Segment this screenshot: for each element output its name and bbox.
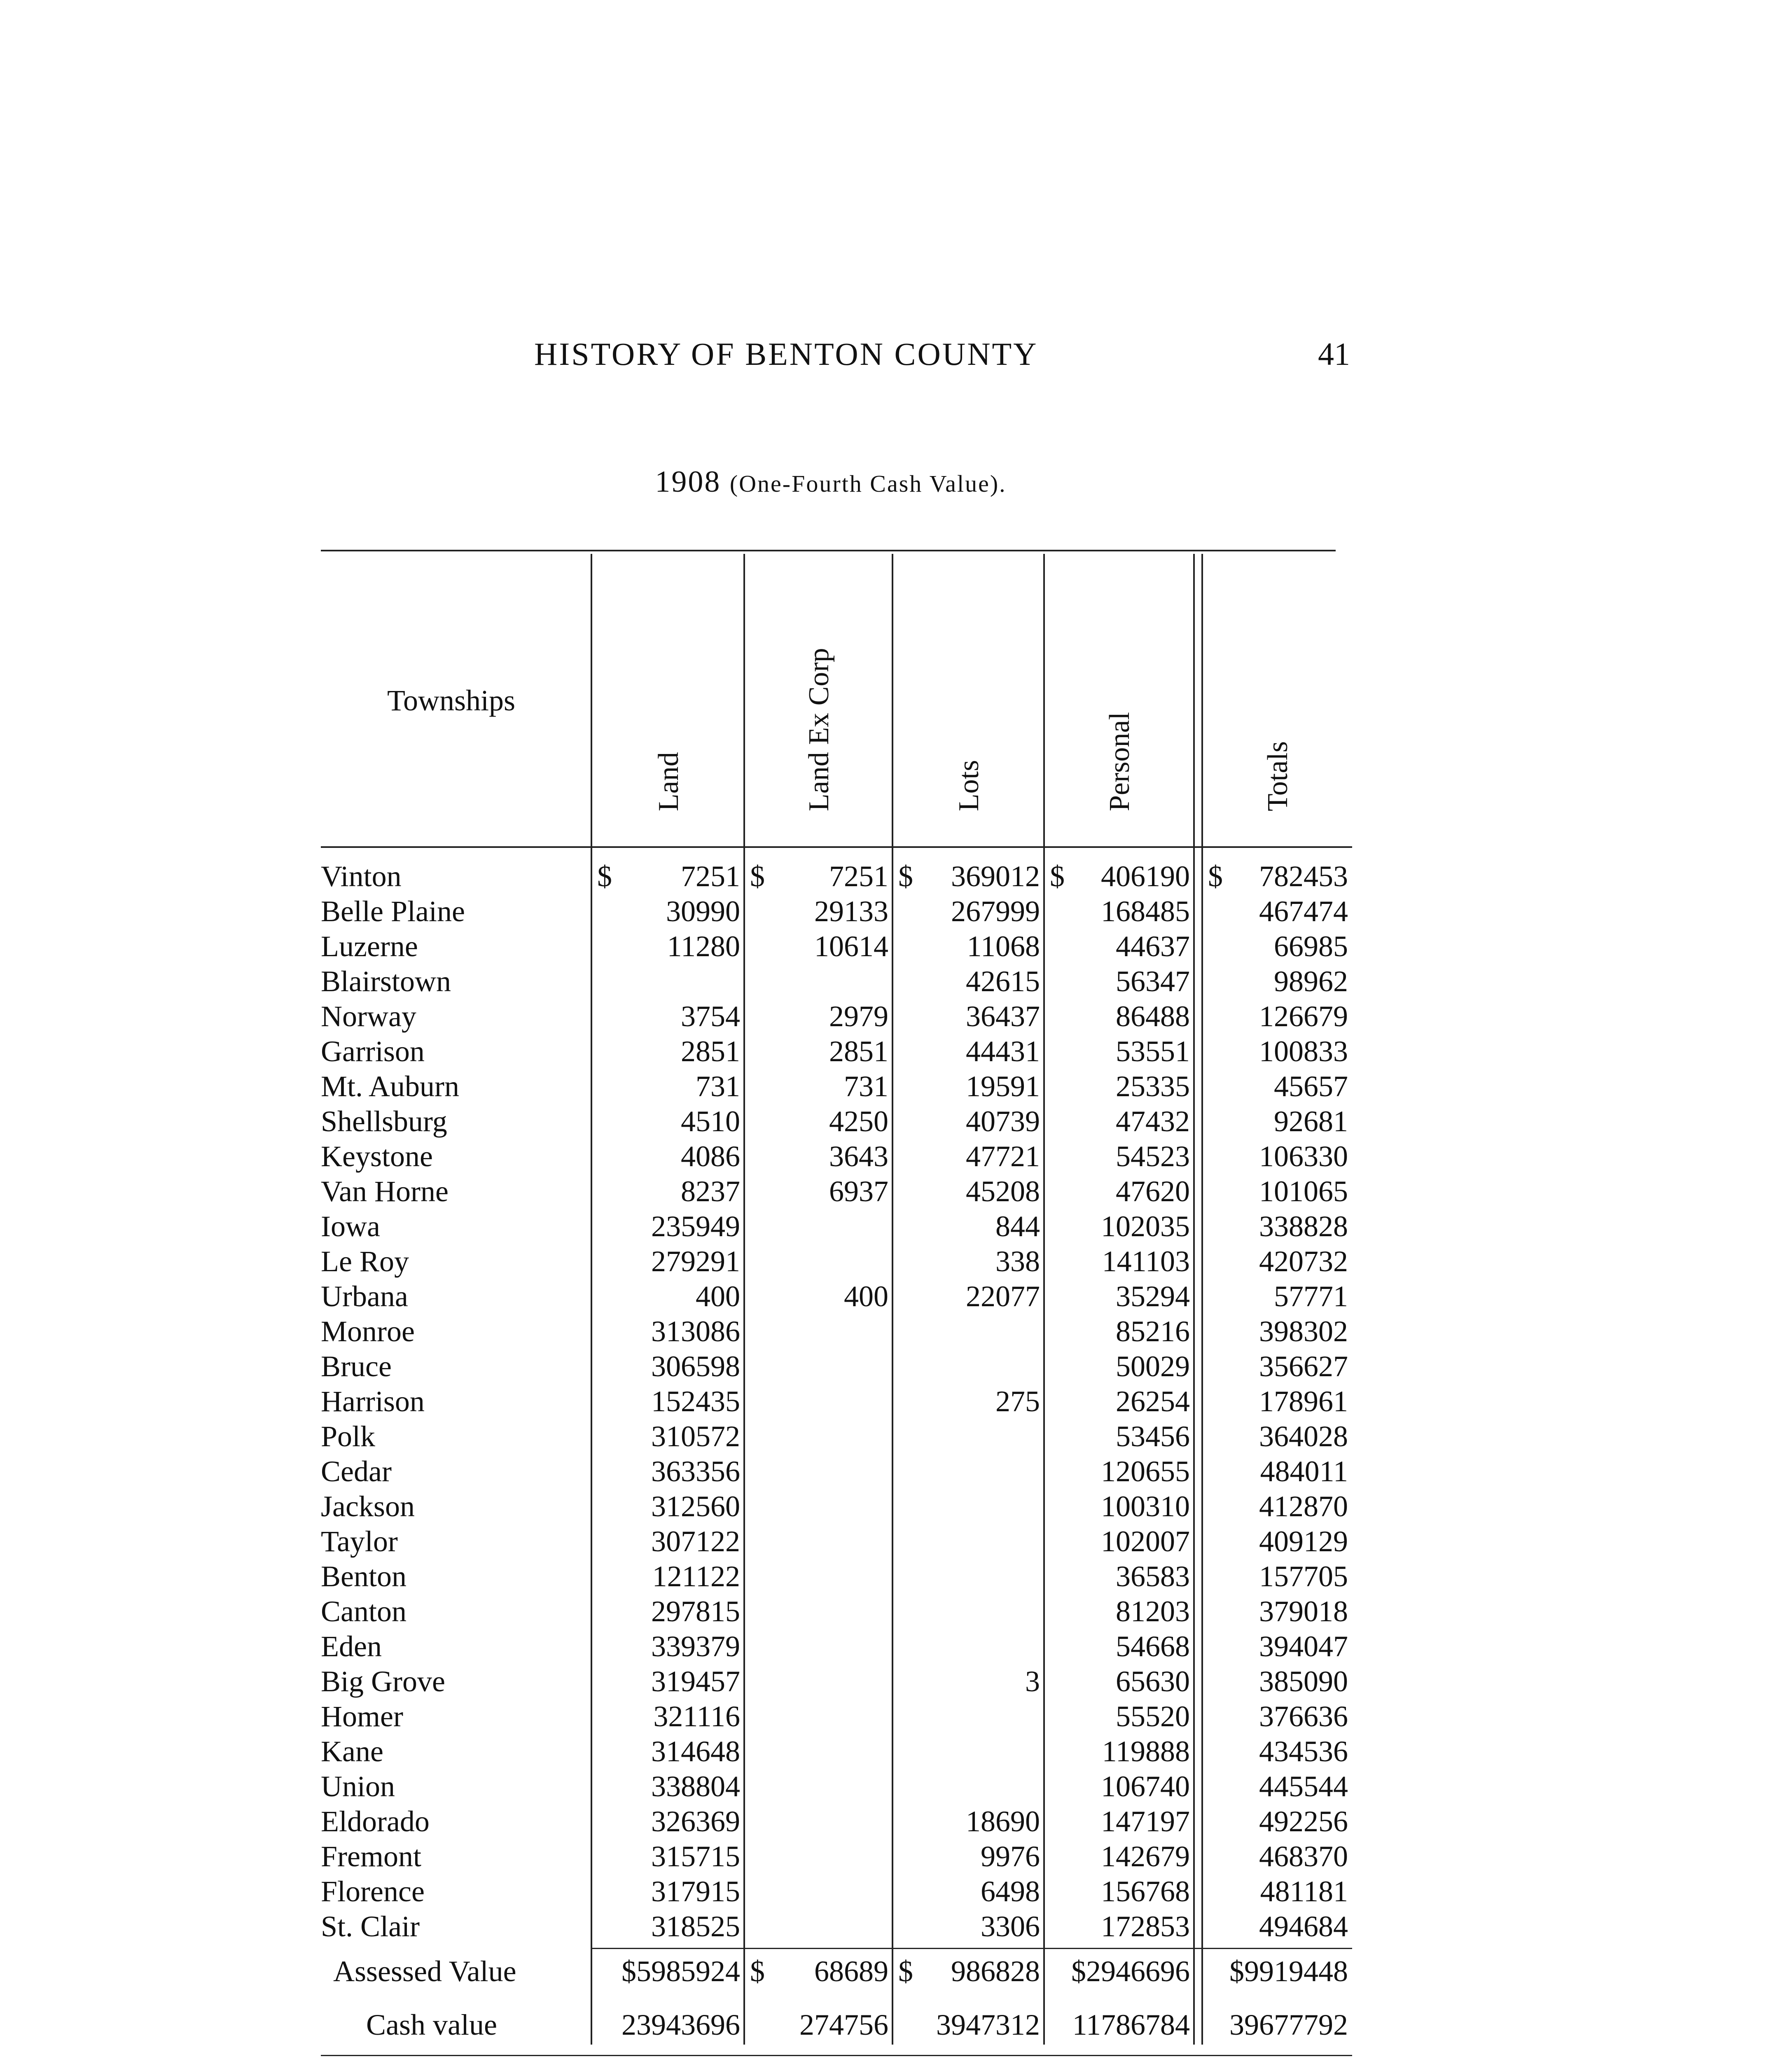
cell-personal: 54668 [1116, 1630, 1190, 1663]
cell-lots [892, 1954, 1044, 1989]
table-row [321, 1279, 1352, 1314]
cell-totals: 57771 [1274, 1280, 1348, 1313]
township-name: Eldorado [321, 1805, 430, 1838]
cell-lots: 42615 [966, 965, 1040, 998]
cell-lots: 275 [995, 1385, 1040, 1418]
cell-totals: 356627 [1259, 1350, 1348, 1383]
cell-totals: 101065 [1259, 1175, 1348, 1208]
township-name: St. Clair [321, 1910, 420, 1943]
cell-lots [892, 859, 1044, 894]
cell-land [591, 964, 744, 999]
cell-lots: 3947312 [936, 2008, 1040, 2041]
table-row [321, 1629, 1352, 1664]
cell-lots [892, 1699, 1044, 1734]
cell-totals: 92681 [1274, 1105, 1348, 1138]
cell-land-ex-corp [744, 1594, 892, 1629]
cell-land: 363356 [651, 1455, 740, 1488]
cell-land-ex-corp [744, 964, 892, 999]
cell-land-ex-corp [744, 1314, 892, 1349]
header-rule [321, 846, 1352, 848]
cell-lots [892, 1349, 1044, 1384]
cell-value: 782453 [1259, 860, 1348, 893]
township-name: Van Horne [321, 1175, 449, 1208]
cell-totals: 412870 [1259, 1490, 1348, 1523]
cell-personal: 44637 [1116, 930, 1190, 963]
column-header-totals: Totals [1262, 741, 1294, 811]
cell-totals: 178961 [1259, 1385, 1348, 1418]
table-row [321, 1349, 1352, 1384]
table-row [321, 1419, 1352, 1454]
table-row [321, 1244, 1352, 1279]
cell-lots [892, 1769, 1044, 1804]
table-row [321, 1209, 1352, 1244]
column-header-personal: Personal [1104, 712, 1135, 811]
cell-lots: 19591 [966, 1070, 1040, 1103]
table-row [321, 1734, 1352, 1769]
cell-totals: 106330 [1259, 1140, 1348, 1173]
cell-land-ex-corp: 29133 [814, 895, 888, 928]
cell-land: 235949 [651, 1210, 740, 1243]
cell-totals: 379018 [1259, 1595, 1348, 1628]
cell-lots: 3306 [981, 1910, 1040, 1943]
cell-lots: 45208 [966, 1175, 1040, 1208]
cell-land-ex-corp [744, 1734, 892, 1769]
cell-land-ex-corp [744, 1559, 892, 1594]
cell-lots [892, 1419, 1044, 1454]
cell-land: 312560 [651, 1490, 740, 1523]
township-name: Taylor [321, 1525, 398, 1558]
cell-totals: 494684 [1259, 1910, 1348, 1943]
cell-land: 731 [696, 1070, 740, 1103]
table-title-caption: (One-Fourth Cash Value). [729, 470, 1007, 497]
cell-totals: 45657 [1274, 1070, 1348, 1103]
table-row [321, 1314, 1352, 1349]
cell-land: 319457 [651, 1665, 740, 1698]
table-row [321, 1664, 1352, 1699]
cell-personal: 85216 [1116, 1315, 1190, 1348]
cell-totals: 394047 [1259, 1630, 1348, 1663]
cell-totals: 484011 [1260, 1455, 1348, 1488]
running-head: HISTORY OF BENTON COUNTY [534, 336, 1038, 372]
cell-land: 317915 [651, 1875, 740, 1908]
cell-land-ex-corp [744, 1419, 892, 1454]
table-row [321, 894, 1352, 929]
cell-land-ex-corp [744, 1839, 892, 1874]
cell-land: 318525 [651, 1910, 740, 1943]
cell-land: 297815 [651, 1595, 740, 1628]
cell-totals: 39677792 [1229, 2008, 1348, 2041]
cell-land: 314648 [651, 1735, 740, 1768]
cell-personal: 102035 [1101, 1210, 1190, 1243]
cell-personal: 47432 [1116, 1105, 1190, 1138]
cell-land: 23943696 [621, 2008, 740, 2041]
cell-land-ex-corp: 274756 [799, 2008, 888, 2041]
cell-land-ex-corp: 4250 [829, 1105, 888, 1138]
cell-land: 152435 [651, 1385, 740, 1418]
township-name: Vinton [321, 860, 402, 893]
cell-personal: 25335 [1116, 1070, 1190, 1103]
cell-land-ex-corp [744, 1804, 892, 1839]
cell-land-ex-corp [744, 1209, 892, 1244]
cell-personal: 56347 [1116, 965, 1190, 998]
currency-sign: $ [898, 1955, 913, 1988]
cell-totals: 126679 [1259, 1000, 1348, 1033]
township-name: Monroe [321, 1315, 415, 1348]
cell-totals: 492256 [1259, 1805, 1348, 1838]
cell-land: 339379 [651, 1630, 740, 1663]
cell-totals: 420732 [1259, 1245, 1348, 1278]
cell-lots: 3 [1025, 1665, 1040, 1698]
table-row [321, 1874, 1352, 1909]
cell-land-ex-corp [744, 1874, 892, 1909]
cell-personal: 106740 [1101, 1770, 1190, 1803]
cell-land: 321116 [653, 1700, 740, 1733]
cell-personal: 54523 [1116, 1140, 1190, 1173]
cell-land: 313086 [651, 1315, 740, 1348]
currency-sign: $ [750, 1955, 765, 1988]
cell-land: 315715 [651, 1840, 740, 1873]
table-row [321, 1104, 1352, 1139]
cell-totals: 398302 [1259, 1315, 1348, 1348]
cell-land-ex-corp [744, 1489, 892, 1524]
cell-personal: 50029 [1116, 1350, 1190, 1383]
table-row [321, 1384, 1352, 1419]
cell-lots: 36437 [966, 1000, 1040, 1033]
cell-lots [892, 1629, 1044, 1664]
column-header-land: Land [652, 752, 685, 811]
cell-totals: 467474 [1259, 895, 1348, 928]
currency-sign: $ [898, 860, 913, 893]
cell-totals: 434536 [1259, 1735, 1348, 1768]
cell-land-ex-corp: 3643 [829, 1140, 888, 1173]
cell-land-ex-corp: 2851 [829, 1035, 888, 1068]
page-number: 41 [1318, 336, 1350, 372]
cell-totals: 100833 [1259, 1035, 1348, 1068]
cell-value: 7251 [829, 860, 888, 893]
cell-land [591, 859, 744, 894]
cell-personal: 81203 [1116, 1595, 1190, 1628]
table-row [321, 1034, 1352, 1069]
cell-value: 68689 [814, 1955, 888, 1988]
township-name: Harrison [321, 1385, 425, 1418]
township-name: Cedar [321, 1455, 392, 1488]
township-name: Keystone [321, 1140, 433, 1173]
cell-totals: 157705 [1259, 1560, 1348, 1593]
cell-land-ex-corp [744, 1454, 892, 1489]
cell-personal: 172853 [1101, 1910, 1190, 1943]
cell-personal: 47620 [1116, 1175, 1190, 1208]
cell-land-ex-corp [744, 1954, 892, 1989]
assessed-value-row [321, 1954, 1352, 1989]
cell-personal: 102007 [1101, 1525, 1190, 1558]
cell-personal: 100310 [1101, 1490, 1190, 1523]
township-name: Urbana [321, 1280, 408, 1313]
cell-lots: 9976 [981, 1840, 1040, 1873]
cell-personal: 35294 [1116, 1280, 1190, 1313]
cell-personal: 86488 [1116, 1000, 1190, 1033]
cell-land: 306598 [651, 1350, 740, 1383]
township-name: Blairstown [321, 965, 451, 998]
cell-land: 11280 [667, 930, 740, 963]
table-row [321, 964, 1352, 999]
cell-lots [892, 1489, 1044, 1524]
township-name: Eden [321, 1630, 382, 1663]
cell-personal: 36583 [1116, 1560, 1190, 1593]
township-name: Mt. Auburn [321, 1070, 460, 1103]
table-row [321, 1769, 1352, 1804]
township-name: Polk [321, 1420, 376, 1453]
table-row [321, 1839, 1352, 1874]
township-name: Iowa [321, 1210, 380, 1243]
cell-totals: 481181 [1260, 1875, 1348, 1908]
township-name: Garrison [321, 1035, 425, 1068]
cell-land: 307122 [651, 1525, 740, 1558]
cell-land: $5985924 [621, 1955, 740, 1988]
table-row [321, 1454, 1352, 1489]
cell-personal: 168485 [1101, 895, 1190, 928]
table-row [321, 1139, 1352, 1174]
bottom-rule [321, 2055, 1352, 2056]
cell-land-ex-corp: 6937 [829, 1175, 888, 1208]
cell-land: 338804 [651, 1770, 740, 1803]
cell-land: 400 [696, 1280, 740, 1313]
column-header-lots: Lots [953, 760, 985, 811]
cell-land-ex-corp [744, 1384, 892, 1419]
township-name: Fremont [321, 1840, 421, 1873]
cell-personal: 11786784 [1072, 2008, 1190, 2041]
cell-totals: 409129 [1259, 1525, 1348, 1558]
currency-sign: $ [750, 860, 765, 893]
cell-personal: 147197 [1101, 1805, 1190, 1838]
cell-lots: 47721 [966, 1140, 1040, 1173]
township-name: Union [321, 1770, 395, 1803]
cell-totals: 364028 [1259, 1420, 1348, 1453]
cell-personal: 120655 [1101, 1455, 1190, 1488]
cell-land-ex-corp [744, 1524, 892, 1559]
cell-lots: 44431 [966, 1035, 1040, 1068]
currency-sign: $ [1208, 860, 1223, 893]
cell-land: 3754 [681, 1000, 740, 1033]
township-name: Shellsburg [321, 1105, 447, 1138]
cell-lots [892, 1524, 1044, 1559]
cell-totals [1202, 859, 1352, 894]
cell-land-ex-corp [744, 859, 892, 894]
township-name: Le Roy [321, 1245, 409, 1278]
cell-value: 369012 [951, 860, 1040, 893]
cell-land-ex-corp [744, 1664, 892, 1699]
cell-land-ex-corp [744, 1769, 892, 1804]
township-name: Canton [321, 1595, 407, 1628]
township-name: Big Grove [321, 1665, 445, 1698]
cell-personal: 156768 [1101, 1875, 1190, 1908]
cell-personal: 141103 [1102, 1245, 1190, 1278]
township-name: Florence [321, 1875, 425, 1908]
cell-land: 8237 [681, 1175, 740, 1208]
cell-land-ex-corp: 731 [844, 1070, 888, 1103]
cell-totals: $9919448 [1229, 1955, 1348, 1988]
cell-personal: 65630 [1116, 1665, 1190, 1698]
township-name: Luzerne [321, 930, 418, 963]
township-name: Jackson [321, 1490, 415, 1523]
cell-land-ex-corp [744, 1244, 892, 1279]
table-row [321, 859, 1352, 894]
cell-personal: 142679 [1101, 1840, 1190, 1873]
table-row [321, 1069, 1352, 1104]
township-name: Kane [321, 1735, 383, 1768]
cell-lots [892, 1559, 1044, 1594]
cell-lots: 338 [995, 1245, 1040, 1278]
table-row [321, 1524, 1352, 1559]
cell-land: 2851 [681, 1035, 740, 1068]
cell-value: 406190 [1101, 860, 1190, 893]
cell-land: 4510 [681, 1105, 740, 1138]
cell-lots: 267999 [951, 895, 1040, 928]
township-name: Bruce [321, 1350, 392, 1383]
cell-personal: 55520 [1116, 1700, 1190, 1733]
cell-lots: 6498 [981, 1875, 1040, 1908]
cell-lots [892, 1314, 1044, 1349]
cell-lots: 11068 [967, 930, 1040, 963]
cell-land: 30990 [666, 895, 740, 928]
table-row [321, 1559, 1352, 1594]
table-title [0, 465, 1661, 500]
cell-land: 326369 [651, 1805, 740, 1838]
table-row [321, 1174, 1352, 1209]
cell-totals: 98962 [1274, 965, 1348, 998]
cell-personal: 26254 [1116, 1385, 1190, 1418]
column-header-land-ex-corp: Land Ex Corp [803, 648, 835, 811]
cell-lots: 22077 [966, 1280, 1040, 1313]
cell-totals: 445544 [1259, 1770, 1348, 1803]
cell-land-ex-corp: 2979 [829, 1000, 888, 1033]
cell-land: 121122 [652, 1560, 740, 1593]
cell-totals: 66985 [1274, 930, 1348, 963]
cell-totals: 338828 [1259, 1210, 1348, 1243]
township-name: Homer [321, 1700, 403, 1733]
table-row [321, 1489, 1352, 1524]
table-row [321, 999, 1352, 1034]
cell-value: 986828 [951, 1955, 1040, 1988]
township-name: Norway [321, 1000, 416, 1033]
totals-rule [591, 1948, 1352, 1949]
cell-personal: 53551 [1116, 1035, 1190, 1068]
cell-personal: $2946696 [1071, 1955, 1190, 1988]
township-name: Cash value [366, 2008, 497, 2041]
cell-lots: 844 [995, 1210, 1040, 1243]
cell-land-ex-corp [744, 1629, 892, 1664]
table-row [321, 1594, 1352, 1629]
cell-land: 4086 [681, 1140, 740, 1173]
cell-land: 279291 [651, 1245, 740, 1278]
cell-land-ex-corp: 10614 [814, 930, 888, 963]
township-name: Assessed Value [333, 1955, 516, 1988]
top-rule [321, 550, 1336, 551]
cell-totals: 468370 [1259, 1840, 1348, 1873]
table-row [321, 929, 1352, 964]
table-row [321, 1804, 1352, 1839]
cash-value-row [321, 2008, 1352, 2043]
cell-value: 7251 [681, 860, 740, 893]
township-name: Benton [321, 1560, 407, 1593]
cell-totals: 376636 [1259, 1700, 1348, 1733]
township-name: Belle Plaine [321, 895, 465, 928]
cell-lots [892, 1594, 1044, 1629]
column-header-townships: Townships [387, 684, 515, 717]
table-row [321, 1699, 1352, 1734]
cell-land-ex-corp [744, 1699, 892, 1734]
cell-lots [892, 1454, 1044, 1489]
cell-lots: 18690 [966, 1805, 1040, 1838]
cell-land-ex-corp [744, 1909, 892, 1944]
cell-totals: 385090 [1259, 1665, 1348, 1698]
table-title-year: 1908 [655, 465, 721, 499]
cell-lots [892, 1734, 1044, 1769]
cell-personal: 119888 [1102, 1735, 1190, 1768]
table-row [321, 1909, 1352, 1944]
cell-personal [1044, 859, 1194, 894]
cell-personal: 53456 [1116, 1420, 1190, 1453]
currency-sign: $ [1050, 860, 1065, 893]
cell-land-ex-corp [744, 1349, 892, 1384]
cell-land-ex-corp: 400 [844, 1280, 888, 1313]
cell-land: 310572 [651, 1420, 740, 1453]
cell-lots: 40739 [966, 1105, 1040, 1138]
currency-sign: $ [597, 860, 612, 893]
